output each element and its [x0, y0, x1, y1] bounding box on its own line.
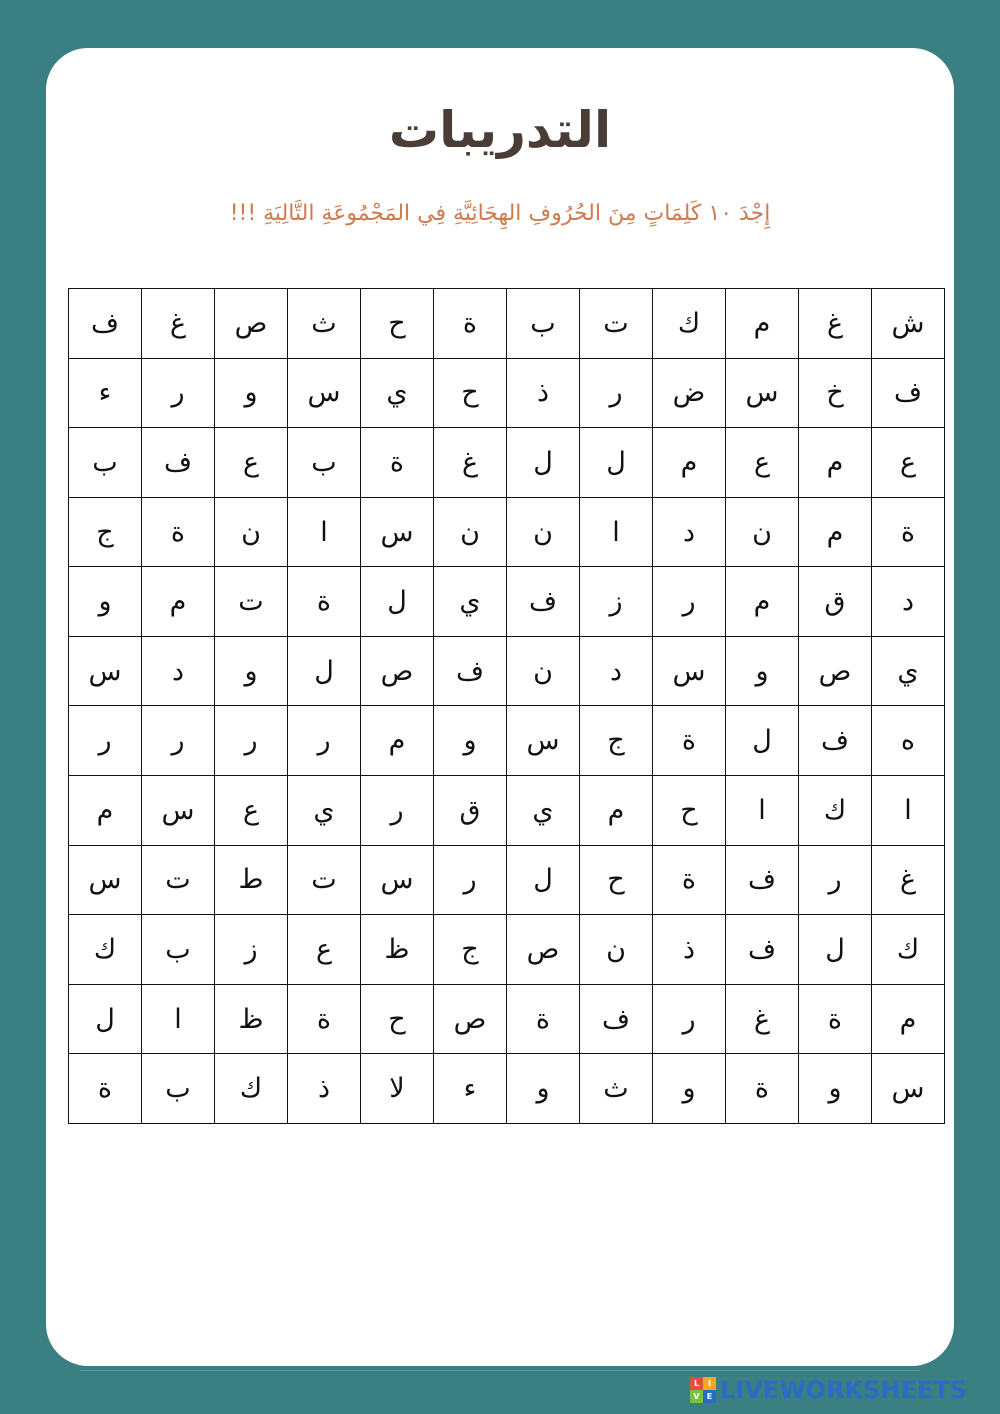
grid-cell[interactable]: ة — [288, 984, 361, 1054]
grid-cell[interactable]: ج — [69, 497, 142, 567]
grid-cell[interactable]: س — [142, 776, 215, 846]
grid-row — [69, 428, 945, 498]
footer-divider — [80, 1370, 920, 1371]
grid-cell[interactable]: ه — [872, 706, 945, 776]
grid-cell[interactable]: ف — [580, 984, 653, 1054]
grid-cell[interactable]: ذ — [653, 915, 726, 985]
grid-cell[interactable]: ا — [288, 497, 361, 567]
grid-cell[interactable]: ك — [872, 915, 945, 985]
grid-cell[interactable]: ي — [288, 776, 361, 846]
grid-cell[interactable]: ص — [507, 915, 580, 985]
grid-cell[interactable]: ث — [580, 1054, 653, 1124]
grid-cell[interactable]: ر — [215, 706, 288, 776]
grid-cell[interactable]: ص — [361, 636, 434, 706]
grid-cell[interactable]: ف — [142, 428, 215, 498]
grid-cell[interactable]: ن — [580, 915, 653, 985]
grid-cell[interactable]: د — [872, 567, 945, 637]
grid-cell[interactable]: ة — [361, 428, 434, 498]
grid-cell[interactable]: ر — [653, 984, 726, 1054]
grid-cell[interactable]: م — [726, 567, 799, 637]
grid-cell[interactable]: و — [507, 1054, 580, 1124]
grid-cell[interactable]: ر — [69, 706, 142, 776]
grid-cell[interactable]: ف — [434, 636, 507, 706]
grid-cell[interactable]: و — [726, 636, 799, 706]
grid-cell[interactable]: م — [361, 706, 434, 776]
grid-cell[interactable]: غ — [434, 428, 507, 498]
grid-cell[interactable]: ج — [434, 915, 507, 985]
grid-row — [69, 915, 945, 985]
grid-cell[interactable]: ر — [142, 706, 215, 776]
grid-cell[interactable]: ق — [799, 567, 872, 637]
grid-cell[interactable]: و — [215, 358, 288, 428]
grid-cell[interactable]: ك — [653, 289, 726, 359]
grid-cell[interactable]: م — [142, 567, 215, 637]
grid-cell[interactable]: ع — [215, 428, 288, 498]
grid-cell[interactable]: و — [434, 706, 507, 776]
grid-cell[interactable]: ك — [69, 915, 142, 985]
grid-cell[interactable]: و — [653, 1054, 726, 1124]
grid-cell[interactable]: ة — [69, 1054, 142, 1124]
grid-cell[interactable]: ح — [361, 984, 434, 1054]
grid-cell[interactable]: ة — [653, 706, 726, 776]
grid-cell[interactable]: س — [288, 358, 361, 428]
grid-cell[interactable]: س — [69, 845, 142, 915]
grid-cell[interactable]: ة — [507, 984, 580, 1054]
grid-cell[interactable]: ب — [507, 289, 580, 359]
grid-row — [69, 497, 945, 567]
grid-cell[interactable]: ة — [799, 984, 872, 1054]
grid-cell[interactable]: ط — [215, 845, 288, 915]
grid-cell[interactable]: ل — [507, 845, 580, 915]
grid-cell[interactable]: ص — [799, 636, 872, 706]
logo-tile: I — [703, 1377, 716, 1390]
grid-cell[interactable]: ر — [288, 706, 361, 776]
grid-cell[interactable]: ظ — [361, 915, 434, 985]
grid-cell[interactable]: غ — [872, 845, 945, 915]
grid-cell[interactable]: ل — [69, 984, 142, 1054]
grid-cell[interactable]: ف — [69, 289, 142, 359]
grid-cell[interactable]: غ — [799, 289, 872, 359]
grid-row — [69, 706, 945, 776]
logo-tile: E — [703, 1390, 716, 1403]
grid-cell[interactable]: ر — [142, 358, 215, 428]
grid-cell[interactable]: ث — [288, 289, 361, 359]
grid-cell[interactable]: ن — [726, 497, 799, 567]
grid-row — [69, 984, 945, 1054]
grid-cell[interactable]: ل — [507, 428, 580, 498]
grid-cell[interactable]: ب — [288, 428, 361, 498]
grid-cell[interactable]: ف — [726, 915, 799, 985]
grid-cell[interactable]: ة — [653, 845, 726, 915]
grid-cell[interactable]: ة — [434, 289, 507, 359]
grid-cell[interactable]: س — [361, 497, 434, 567]
grid-cell[interactable]: ء — [69, 358, 142, 428]
liveworksheets-logo-icon — [690, 1377, 716, 1403]
grid-cell[interactable]: ل — [799, 915, 872, 985]
grid-cell[interactable]: ش — [872, 289, 945, 359]
grid-cell[interactable]: ت — [288, 845, 361, 915]
grid-cell[interactable]: ر — [653, 567, 726, 637]
brand-name: LIVEWORKSHEETS — [720, 1376, 967, 1404]
grid-cell[interactable]: ض — [653, 358, 726, 428]
grid-cell[interactable]: ب — [142, 915, 215, 985]
grid-cell[interactable]: م — [799, 428, 872, 498]
grid-cell[interactable]: ل — [580, 428, 653, 498]
grid-cell[interactable]: ن — [507, 497, 580, 567]
grid-cell[interactable]: ح — [653, 776, 726, 846]
logo-tile: L — [690, 1377, 703, 1390]
grid-cell[interactable]: ك — [215, 1054, 288, 1124]
grid-cell[interactable]: ز — [580, 567, 653, 637]
grid-cell[interactable]: ك — [799, 776, 872, 846]
grid-cell[interactable]: ص — [434, 984, 507, 1054]
grid-cell[interactable]: م — [726, 289, 799, 359]
grid-cell[interactable]: ا — [726, 776, 799, 846]
grid-cell[interactable]: ظ — [215, 984, 288, 1054]
grid-cell[interactable]: د — [580, 636, 653, 706]
grid-cell[interactable]: س — [361, 845, 434, 915]
grid-cell[interactable]: س — [872, 1054, 945, 1124]
grid-cell[interactable]: ز — [215, 915, 288, 985]
grid-cell[interactable]: ة — [142, 497, 215, 567]
grid-cell[interactable]: ا — [580, 497, 653, 567]
grid-cell[interactable]: ح — [434, 358, 507, 428]
grid-cell[interactable]: س — [653, 636, 726, 706]
grid-cell[interactable]: ت — [215, 567, 288, 637]
grid-cell[interactable]: م — [653, 428, 726, 498]
grid-cell[interactable]: ذ — [507, 358, 580, 428]
grid-cell[interactable]: ا — [872, 776, 945, 846]
grid-cell[interactable]: ف — [799, 706, 872, 776]
grid-cell[interactable]: م — [580, 776, 653, 846]
page-title: التدريبات — [388, 101, 612, 159]
grid-cell[interactable]: ر — [434, 845, 507, 915]
grid-cell[interactable]: غ — [142, 289, 215, 359]
grid-cell[interactable]: ر — [580, 358, 653, 428]
grid-cell[interactable]: ج — [580, 706, 653, 776]
logo-tile: V — [690, 1390, 703, 1403]
grid-cell[interactable]: م — [872, 984, 945, 1054]
grid-cell[interactable]: و — [215, 636, 288, 706]
grid-cell[interactable]: م — [799, 497, 872, 567]
grid-cell[interactable]: غ — [726, 984, 799, 1054]
grid-cell[interactable]: ء — [434, 1054, 507, 1124]
grid-cell[interactable]: ق — [434, 776, 507, 846]
grid-cell[interactable]: د — [653, 497, 726, 567]
grid-row — [69, 358, 945, 428]
grid-cell[interactable]: س — [726, 358, 799, 428]
grid-row — [69, 567, 945, 637]
grid-cell[interactable]: س — [507, 706, 580, 776]
grid-cell[interactable]: ة — [288, 567, 361, 637]
grid-cell[interactable]: ع — [872, 428, 945, 498]
grid-cell[interactable]: ت — [580, 289, 653, 359]
grid-cell[interactable]: س — [69, 636, 142, 706]
grid-row — [69, 845, 945, 915]
grid-cell[interactable]: ص — [215, 289, 288, 359]
grid-cell[interactable]: ي — [434, 567, 507, 637]
grid-row — [69, 636, 945, 706]
grid-cell[interactable]: ذ — [288, 1054, 361, 1124]
grid-cell[interactable]: د — [142, 636, 215, 706]
grid-cell[interactable]: ل — [726, 706, 799, 776]
grid-cell[interactable]: ب — [142, 1054, 215, 1124]
grid-cell[interactable]: ل — [361, 567, 434, 637]
grid-cell[interactable]: ل — [288, 636, 361, 706]
grid-cell[interactable]: ع — [288, 915, 361, 985]
grid-cell[interactable]: ف — [872, 358, 945, 428]
grid-cell[interactable]: ي — [872, 636, 945, 706]
grid-cell[interactable]: و — [799, 1054, 872, 1124]
word-search-grid — [68, 288, 945, 1124]
grid-cell[interactable]: ي — [507, 776, 580, 846]
grid-cell[interactable]: ف — [507, 567, 580, 637]
grid-cell[interactable]: ت — [142, 845, 215, 915]
grid-cell[interactable]: ح — [361, 289, 434, 359]
grid-cell[interactable]: ة — [726, 1054, 799, 1124]
grid-cell[interactable]: ف — [726, 845, 799, 915]
liveworksheets-brand[interactable] — [690, 1374, 990, 1406]
grid-cell[interactable]: و — [69, 567, 142, 637]
grid-cell[interactable]: م — [69, 776, 142, 846]
grid-cell[interactable]: ي — [361, 358, 434, 428]
grid-cell[interactable]: لا — [361, 1054, 434, 1124]
grid-cell[interactable]: ع — [726, 428, 799, 498]
grid-cell[interactable]: ر — [799, 845, 872, 915]
grid-cell[interactable]: ا — [142, 984, 215, 1054]
grid-cell[interactable]: ب — [69, 428, 142, 498]
grid-cell[interactable]: ن — [507, 636, 580, 706]
grid-cell[interactable]: ع — [215, 776, 288, 846]
grid-row — [69, 776, 945, 846]
grid-cell[interactable]: ر — [361, 776, 434, 846]
grid-row — [69, 289, 945, 359]
grid-cell[interactable]: ح — [580, 845, 653, 915]
grid-cell[interactable]: خ — [799, 358, 872, 428]
grid-cell[interactable]: ة — [872, 497, 945, 567]
grid-cell[interactable]: ن — [434, 497, 507, 567]
grid-row — [69, 1054, 945, 1124]
instructions-text: إِجْدَ ١٠ كَلِمَاتٍ مِنَ الحُرُوفِ الهِجَائِيَّةِ فِي المَجْمُوعَةِ التَّالِيَةِ !!! — [229, 201, 771, 226]
grid-cell[interactable]: ن — [215, 497, 288, 567]
